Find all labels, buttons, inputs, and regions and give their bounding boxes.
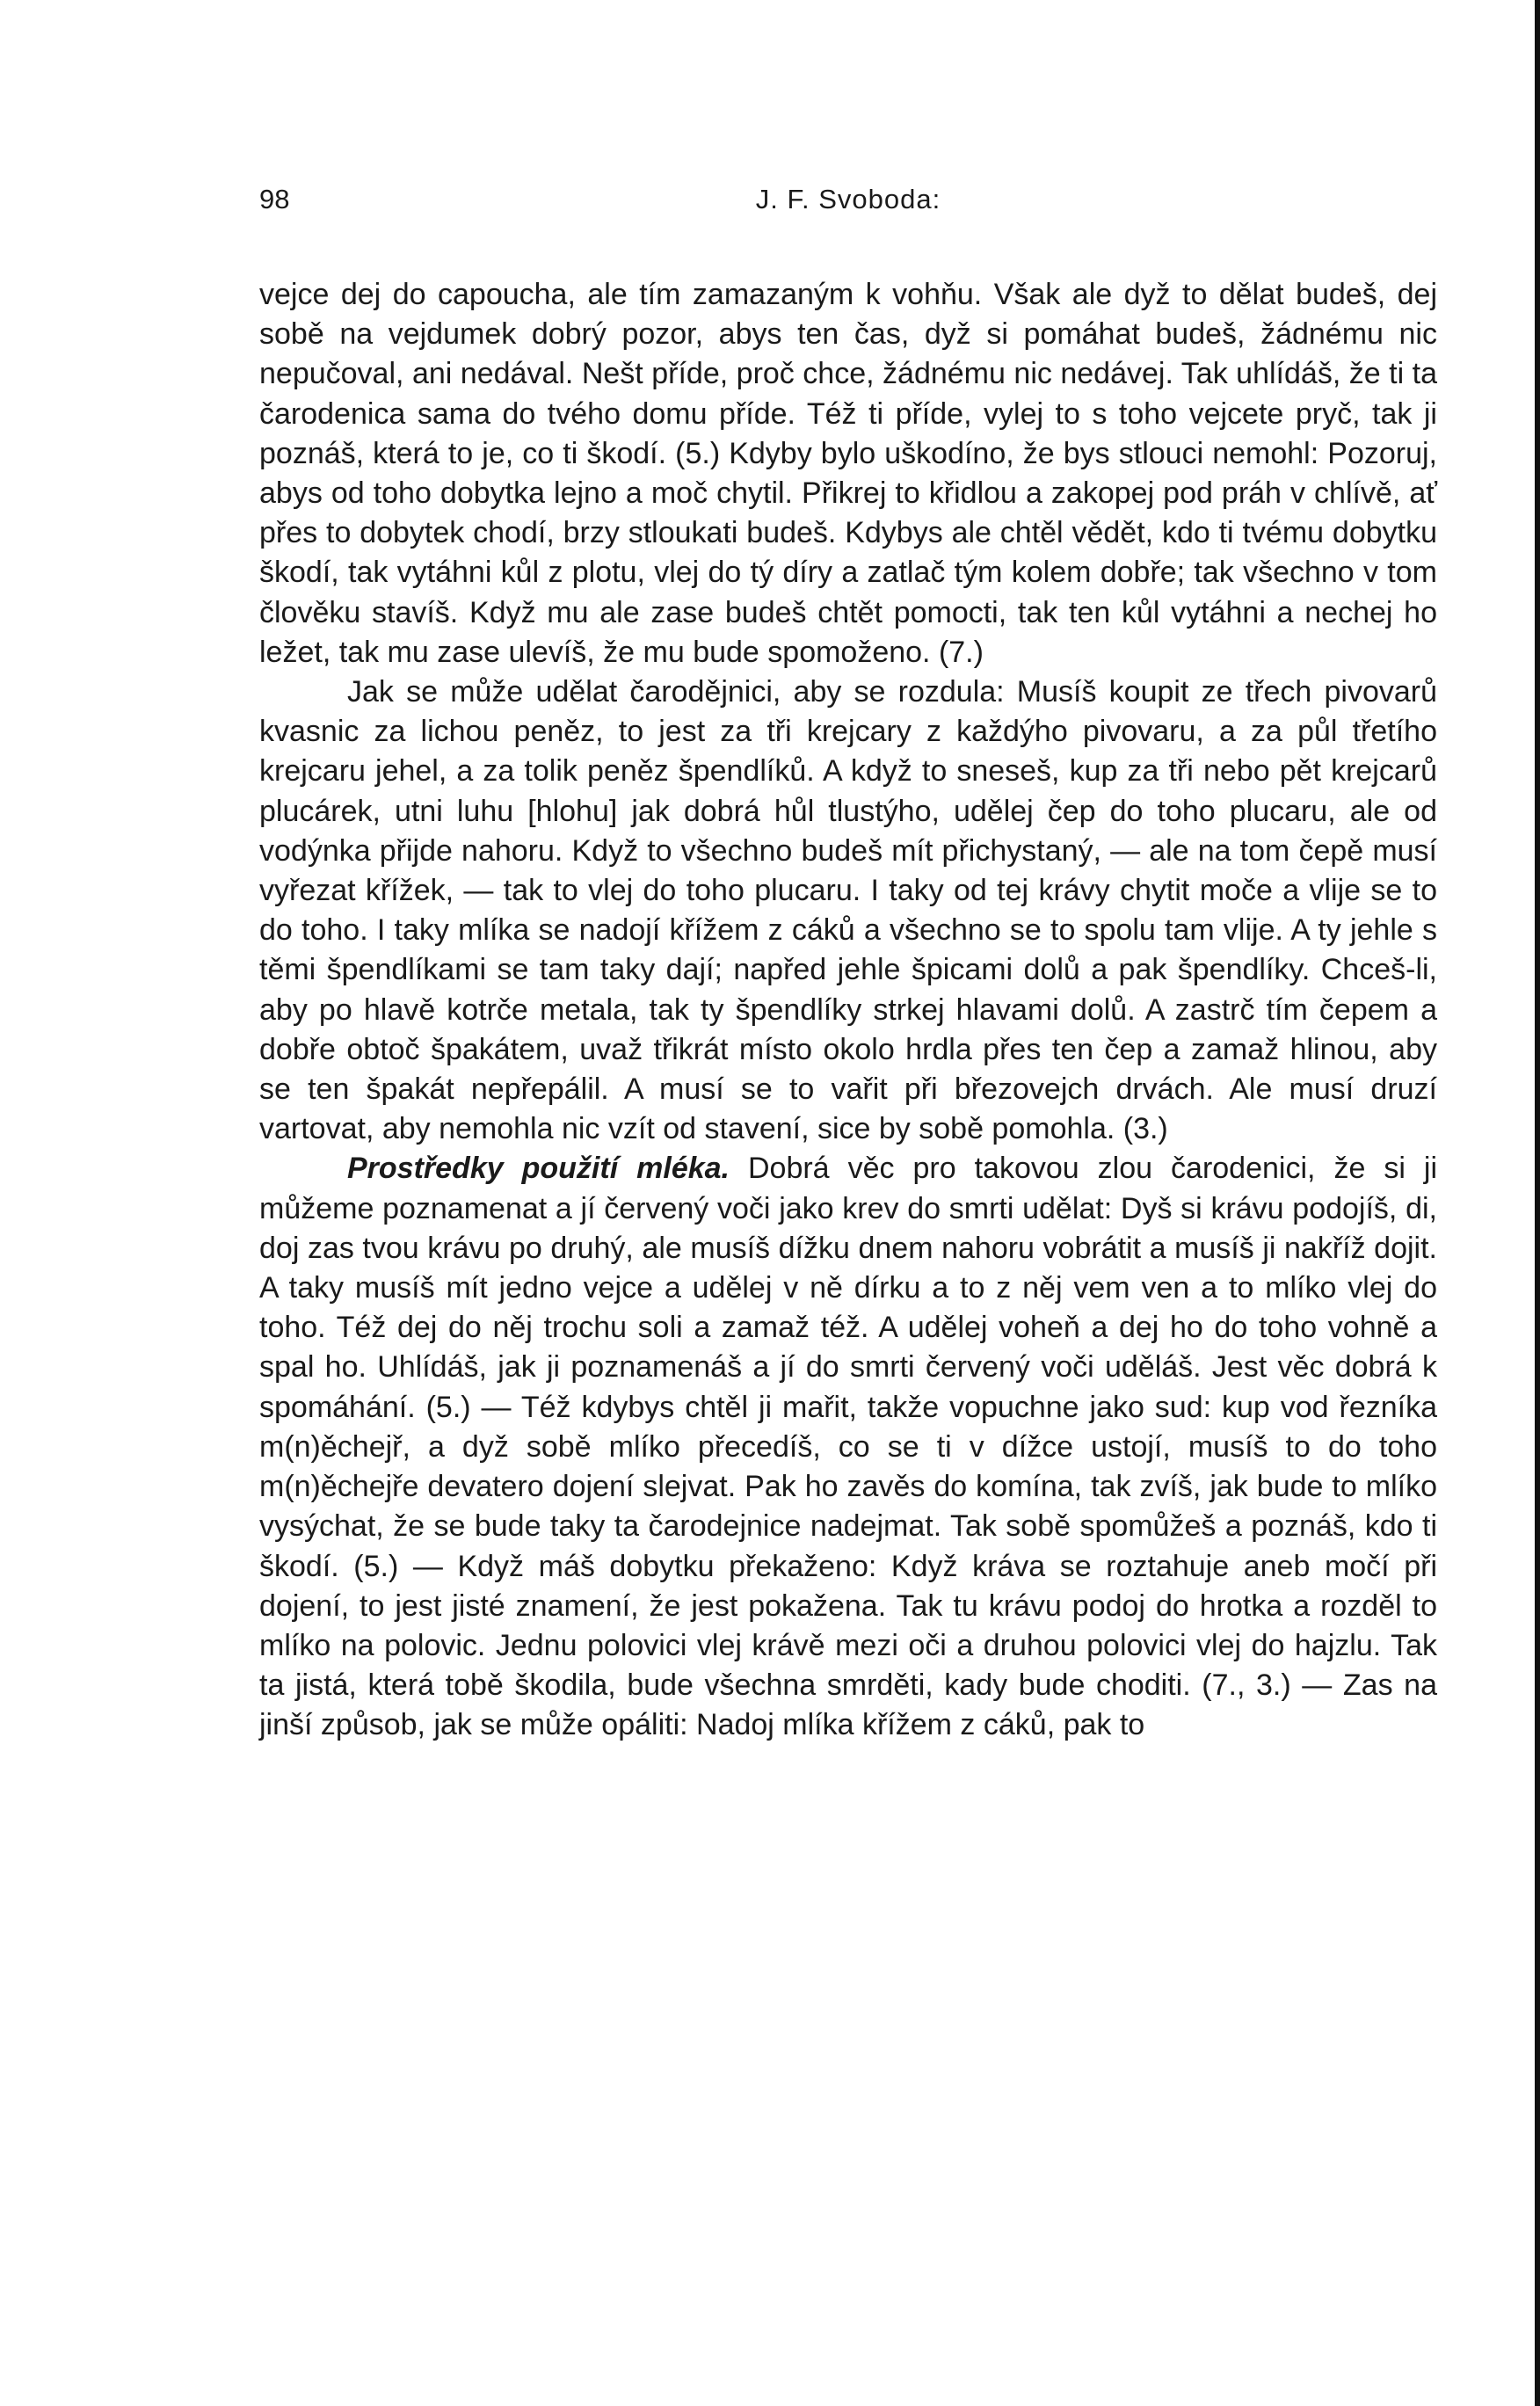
body-text xyxy=(259,275,1437,1746)
section-heading: Prostředky použití mléka. xyxy=(347,1152,730,1186)
paragraph-text: Dobrá věc pro takovou zlou čarodenici, že si ji můžeme poznamenat a jí červený voči jako krev do smrti udělat: Dyš si krávu podojíš, di, doj zas tvou krávu po druhý, ale musíš dížku dnem nahoru vobrátit a musíš ji nakříž dojit. A taky musíš mít jedno vejce a udělej v ně dírku a to z něj vem ven a to mlíko vlej do toho. Též dej do něj trochu soli a zamaž též. A udělej voheň a dej ho do toho vohně a spal ho. Uhlídáš, jak ji poznamenáš a jí do smrti červený voči uděláš. Jest věc dobrá k spomáhání. (5.) — Též kdybys chtěl ji mařit, takže vopuchne jako sud: kup vod řezníka m(n)ěchejř, a dyž sobě mlíko přecedíš, co se ti v dížce ustojí, musíš to do toho m(n)ěchejře devatero dojení slejvat. Pak ho zavěs do komína, tak zvíš, jak bude to mlíko vysýchat, že se bude taky ta čarodejnice nadejmat. Tak sobě spomůžeš a poznáš, kdo ti škodí. (5.) — Když máš dobytku překaženo: Když kráva se roztahuje aneb močí při dojení, to jest jisté znamení, že jest pokažena. Tak tu krávu podoj do hrotka a rozděl to mlíko na polovic. Jednu polovici vlej krávě mezi oči a druhou polovici vlej do hajzlu. Tak ta jistá, která tobě škodila, bude všechna smrděti, kady bude choditi. (7., 3.) — Zas na jinší způsob, jak se může opáliti: Nadoj mlíka křížem z cáků, pak to xyxy=(259,1152,1438,1742)
scan-edge xyxy=(1535,0,1540,2406)
paragraph-1 xyxy=(259,275,1437,672)
running-head xyxy=(259,180,1437,219)
paragraph-3 xyxy=(259,1149,1437,1745)
page-number: 98 xyxy=(259,184,290,214)
paragraph-2 xyxy=(259,672,1437,1149)
paragraph-text: vejce dej do capoucha, ale tím zamazaným k vohňu. Však ale dyž to dělat budeš, dej sobě na vejdumek dobrý pozor, abys ten čas, dyž si pomáhat budeš, žádnému nic nepučoval, ani nedával. Nešt příde, proč chce, žádnému nic nedávej. Tak uhlídáš, že ti ta čarodenica sama do tvého domu příde. Též ti příde, vylej to s toho vejcete pryč, tak ji poznáš, která to je, co ti škodí. (5.) Kdyby bylo uškodíno, že bys stlouci nemohl: Pozoruj, abys od toho dobytka lejno a moč chytil. Přikrej to křidlou a zakopej pod práh v chlívě, ať přes to dobytek chodí, brzy stloukati budeš. Kdybys ale chtěl vědět, kdo ti tvému dobytku škodí, tak vytáhni kůl z plotu, vlej do tý díry a zatlač tým kolem dobře; tak všechno v tom člověku stavíš. Když mu ale zase budeš chtět pomocti, tak ten kůl vytáhni a nechej ho ležet, tak mu zase ulevíš, že mu bude spomoženo. (7.) xyxy=(259,278,1437,669)
running-title: J. F. Svoboda: xyxy=(755,184,941,214)
paragraph-text: Jak se může udělat čarodějnici, aby se rozdula: Musíš koupit ze třech pivovarů kvasnic za lichou peněz, to jest za tři krejcary z každýho pivovaru, a za půl třetího krejcaru jehel, a za tolik peněz špendlíků. A když to sneseš, kup za tři nebo pět krejcarů plucárek, utni luhu [hlohu] jak dobrá hůl tlustýho, udělej čep do toho plucaru, ale od vodýnka přijde nahoru. Když to všechno budeš mít přichystaný, — ale na tom čepě musí vyřezat křížek, — tak to vlej do toho plucaru. I taky od tej krávy chytit moče a vlije se to do toho. I taky mlíka se nadojí křížem z cáků a všechno se to spolu tam vlije. A ty jehle s těmi špendlíkami se tam taky dají; napřed jehle špicami dolů a pak špendlíky. Chceš-li, aby po hlavě kotrče metala, tak ty špendlíky strkej hlavami dolů. A zastrč tím čepem a dobře obtoč špakátem, uvaž třikrát místo okolo hrdla přes ten čep a zamaž hlinou, aby se ten špakát nepřepálil. A musí se to vařit při březovejch drvách. Ale musí druzí vartovat, aby nemohla nic vzít od stavení, sice by sobě pomohla. (3.) xyxy=(259,675,1437,1146)
